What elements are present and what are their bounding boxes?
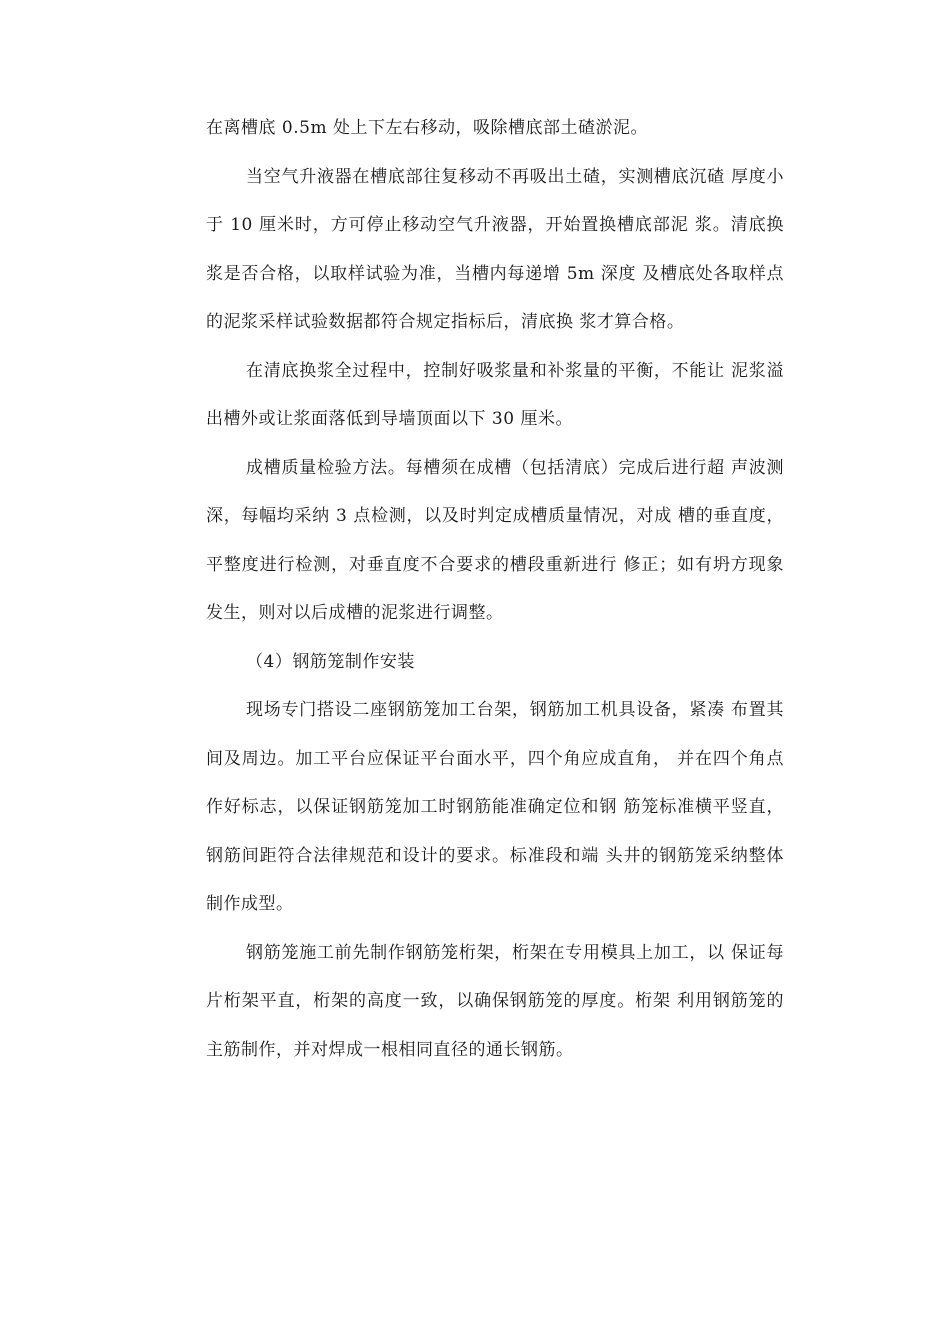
- paragraph-rebar-truss: 钢筋笼施工前先制作钢筋笼桁架，桁架在专用模具上加工，以 保证每片桁架平直，桁架的高度一致，以确保钢筋笼的厚度。桁架 利用钢筋笼的主筋制作，并对焊成一根相同直径的通长钢筋。: [206, 942, 784, 1060]
- paragraph-quality-inspection: 成槽质量检验方法。每槽须在成槽（包括清底）完成后进行超 声波测深，每幅均采纳 3 点检测，以及时判定成槽质量情况，对成 槽的垂直度，平整度进行检测，对垂直度不合要求的槽段重新进行 修正；如有坍方现象发生，则对以后成槽的泥浆进行调整。: [206, 457, 784, 623]
- paragraph-clear-bottom: 当空气升液器在槽底部往复移动不再吸出土碴，实测槽底沉碴 厚度小于 10 厘米时，方可停止移动空气升液器，开始置换槽底部泥 浆。清底换浆是否合格，以取样试验为准，当槽内每递增 5m 深度 及槽底处各取样点的泥浆采样试验数据都符合规定指标后，清底换 浆才算合格。: [206, 166, 784, 332]
- paragraph-slurry-balance: 在清底换浆全过程中，控制好吸浆量和补浆量的平衡，不能让 泥浆溢出槽外或让浆面落低到导墙顶面以下 30 厘米。: [206, 360, 784, 429]
- document-body: [206, 104, 784, 1074]
- section-heading-rebar-cage: （4）钢筋笼制作安装: [246, 651, 415, 672]
- paragraph-rebar-platform: 现场专门搭设二座钢筋笼加工台架，钢筋加工机具设备，紧凑 布置其间及周边。加工平台应保证平台面水平，四个角应成直角， 并在四个角点作好标志，以保证钢筋笼加工时钢筋能准确定位和钢 筋笼标准横平竖直，钢筋间距符合法律规范和设计的要求。标准段和端 头井的钢筋笼采纳整体制作成型。: [206, 700, 784, 914]
- paragraph-continuation: 在离槽底 0.5m 处上下左右移动，吸除槽底部土碴淤泥。: [206, 118, 648, 138]
